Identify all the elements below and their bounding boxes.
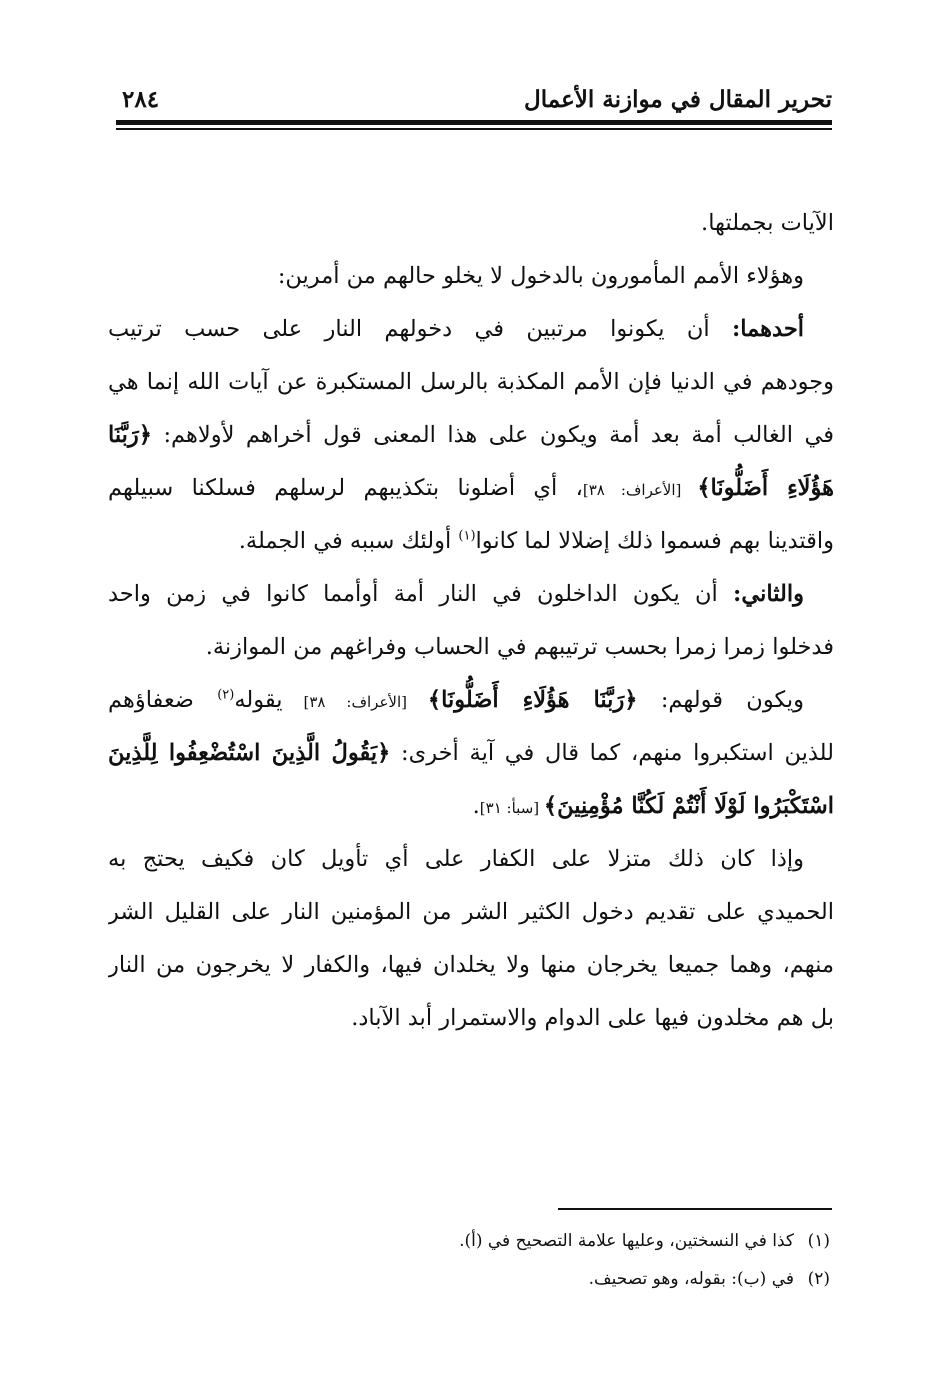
verse-reference: [الأعراف: ٣٨]: [582, 481, 698, 499]
text-segment: ضعفاؤهم: [108, 687, 218, 713]
text-line: [108, 409, 834, 462]
quran-quote: ﴿رَبَّنَا هَؤُلَاءِ أَضَلُّونَا﴾: [427, 687, 638, 713]
body-text: [108, 197, 834, 1045]
text-line: [108, 568, 834, 621]
footnote: [108, 1260, 830, 1298]
footnotes: [108, 1222, 830, 1298]
paragraph-lead: أحدهما:: [731, 316, 804, 342]
text-line: [108, 939, 834, 992]
text-line: [108, 992, 834, 1045]
footnote-marker: (١): [458, 528, 476, 544]
footnote-number: (٢): [807, 1269, 830, 1289]
book-title: تحرير المقال في موازنة الأعمال: [524, 86, 832, 113]
footnote: [108, 1222, 830, 1260]
quran-quote: ﴿يَقُولُ الَّذِينَ اسْتُضْعِفُوا لِلَّذِينَ: [108, 740, 391, 766]
text-segment: واقتدينا بهم فسموا ذلك إضلالا لما كانوا: [475, 528, 834, 554]
text-segment: أن يكونوا مرتبين في دخولهم النار على حسب ترتيب: [108, 316, 732, 342]
page-number: ٢٨٤: [122, 86, 160, 113]
footnote-number: (١): [807, 1231, 830, 1251]
text-line: [108, 621, 834, 674]
text-segment: الآيات بجملتها.: [701, 210, 834, 236]
text-segment: بل هم مخلدون فيها على الدوام والاستمرار أبد الآباد.: [351, 1005, 834, 1031]
text-line: [108, 886, 834, 939]
quran-quote: هَؤُلَاءِ أَضَلُّونَا﴾: [697, 475, 834, 501]
text-segment: يقوله: [234, 687, 283, 713]
quran-quote: ﴿رَبَّنَا: [108, 422, 152, 448]
text-segment: أولئك سببه في الجملة.: [238, 528, 459, 554]
text-line: [108, 303, 834, 356]
text-segment: أن يكون الداخلون في النار أمة أوأمما كانوا في زمن واحد: [108, 581, 734, 607]
text-line: [108, 250, 834, 303]
text-line: [108, 356, 834, 409]
text-segment: ، أي أضلونا بتكذيبهم لرسلهم فسلكنا سبيلهم: [108, 475, 583, 501]
footnote-separator: [558, 1208, 832, 1210]
text-segment: وجودهم في الدنيا فإن الأمم المكذبة بالرسل المستكبرة عن آيات الله إنما هي: [108, 369, 834, 395]
text-line: [108, 674, 834, 727]
text-line: [108, 833, 834, 886]
quran-quote: اسْتَكْبَرُوا لَوْلَا أَنْتُمْ لَكُنَّا مُؤْمِنِينَ﴾: [543, 793, 834, 819]
header-rule-thin: [116, 128, 832, 130]
text-line: [108, 515, 834, 568]
verse-reference: [سبأ: ٣١]: [479, 799, 544, 817]
text-line: [108, 780, 834, 833]
text-segment: وإذا كان ذلك متزلا على الكفار على أي تأويل كان فكيف يحتج به: [108, 846, 804, 872]
text-segment: فدخلوا زمرا زمرا بحسب ترتيبهم في الحساب وفراغهم من الموازنة.: [205, 634, 834, 660]
text-segment: للذين استكبروا منهم، كما قال في آية أخرى:: [390, 740, 834, 766]
text-segment: وهؤلاء الأمم المأمورون بالدخول لا يخلو حالهم من أمرين:: [277, 263, 804, 289]
header-rule-thick: [116, 120, 832, 125]
text-line: [108, 462, 834, 515]
text-segment: .: [472, 793, 480, 819]
text-segment: في الغالب أمة بعد أمة ويكون على هذا المعنى قول أخراهم لأولاهم:: [151, 422, 834, 448]
text-segment: منهم، وهما جميعا يخرجان منها ولا يخلدان فيها، والكفار لا يخرجون من النار: [108, 952, 834, 978]
text-line: [108, 727, 834, 780]
text-segment: ويكون قولهم:: [637, 687, 804, 713]
footnote-text: كذا في النسختين، وعليها علامة التصحيح في (أ).: [459, 1231, 794, 1251]
footnote-text: في (ب): بقوله، وهو تصحيف.: [588, 1269, 794, 1289]
verse-reference: [الأعراف: ٣٨]: [282, 693, 428, 711]
paragraph-lead: والثاني:: [733, 581, 804, 607]
footnote-marker: (٢): [217, 687, 235, 703]
text-segment: الحميدي على تقديم دخول الكثير الشر من المؤمنين النار على القليل الشر: [108, 899, 834, 925]
text-line: [108, 197, 834, 250]
